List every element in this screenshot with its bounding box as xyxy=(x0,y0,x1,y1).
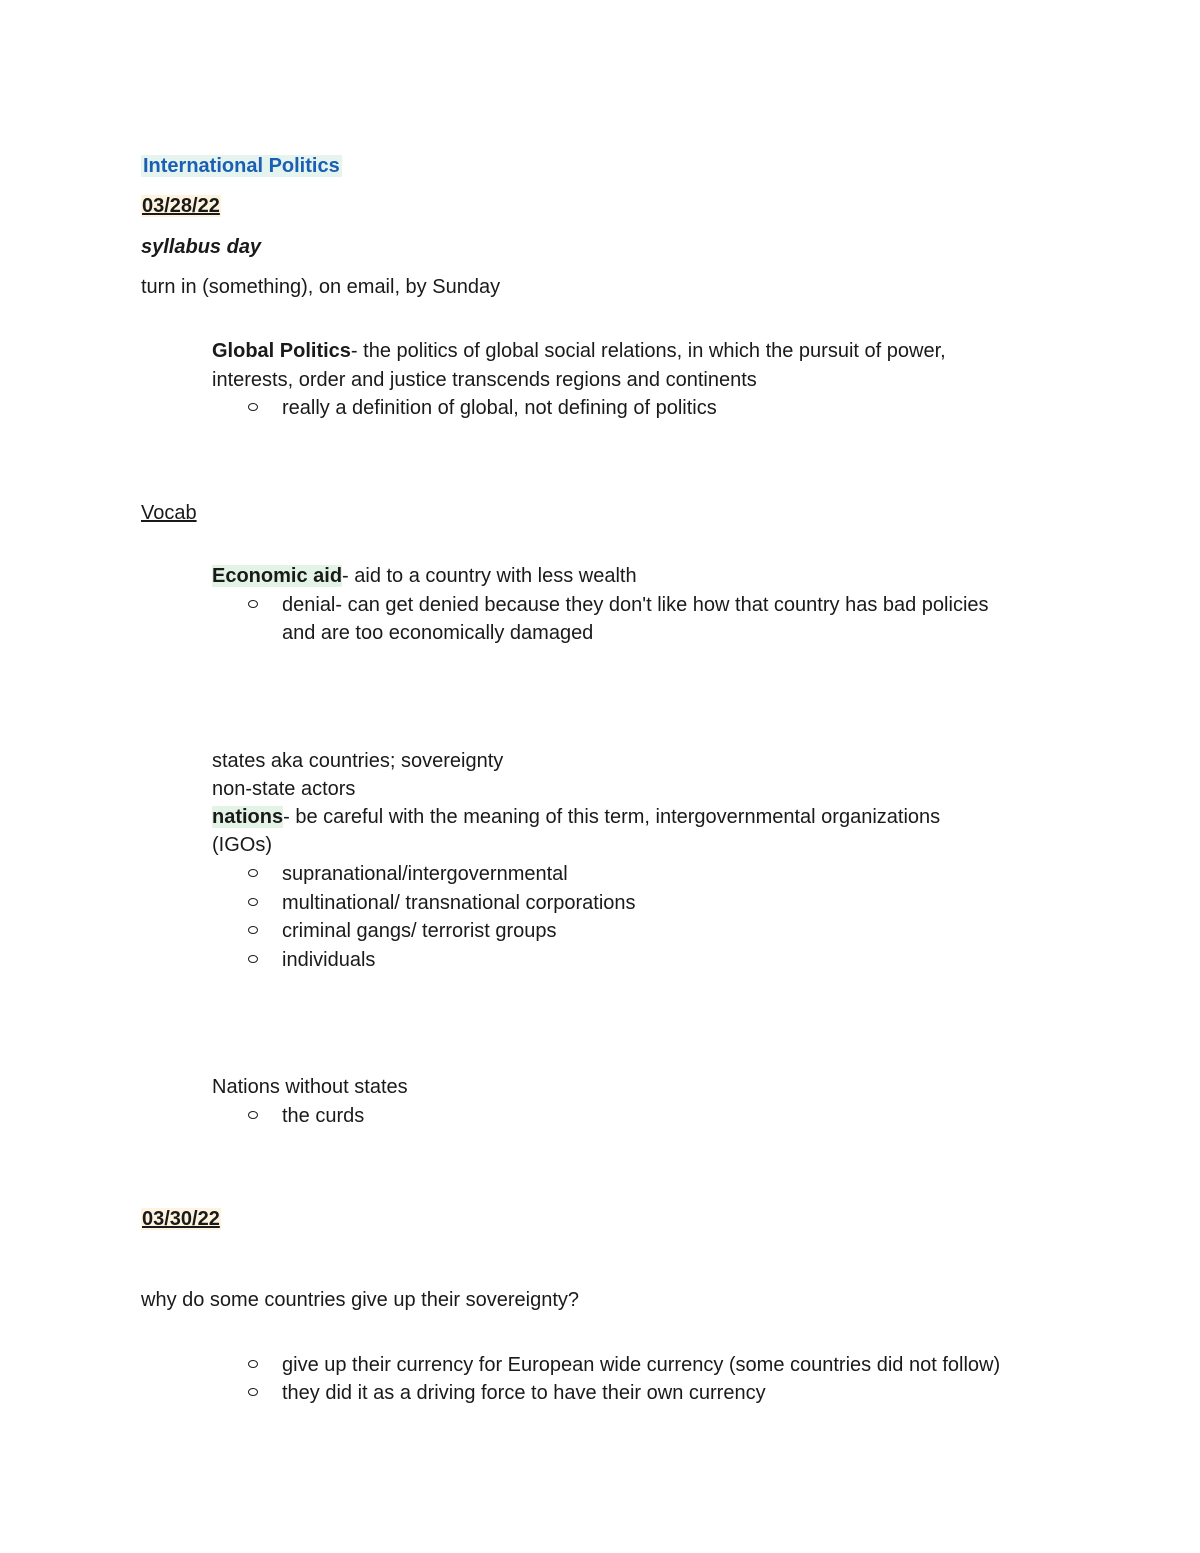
hollow-bullet-icon xyxy=(248,1111,258,1119)
term-nations: nations xyxy=(212,806,284,828)
hollow-bullet-icon xyxy=(248,600,258,608)
date-line-2 xyxy=(141,1205,221,1233)
list-item: supranational/intergovernmental xyxy=(282,863,568,885)
subtitle: syllabus day xyxy=(141,236,262,258)
definition-text: - be careful with the meaning of this term, intergovernmental organizations xyxy=(283,806,941,828)
global-politics-definition xyxy=(212,337,946,365)
list-item: denial- can get denied because they don't like how that country has bad policies xyxy=(282,594,989,616)
hollow-bullet-icon xyxy=(248,1388,258,1396)
nations-without-states-heading: Nations without states xyxy=(212,1076,408,1098)
date-heading: 03/28/22 xyxy=(142,195,220,217)
list-item: individuals xyxy=(282,949,376,971)
list-item-continuation: and are too economically damaged xyxy=(282,622,594,644)
question-text: why do some countries give up their sovereignty? xyxy=(141,1289,580,1311)
document-title-line xyxy=(141,152,342,180)
term-global-politics: Global Politics xyxy=(212,340,351,362)
note-text: turn in (something), on email, by Sunday xyxy=(141,276,501,298)
list-item: the curds xyxy=(282,1105,365,1127)
list-item: multinational/ transnational corporations xyxy=(282,892,636,914)
nonstate-line: non-state actors xyxy=(212,778,356,800)
hollow-bullet-icon xyxy=(248,869,258,877)
date-heading: 03/30/22 xyxy=(142,1208,220,1230)
document-title: International Politics xyxy=(143,155,340,177)
hollow-bullet-icon xyxy=(248,1360,258,1368)
definition-continuation: interests, order and justice transcends regions and continents xyxy=(212,369,757,391)
definition-continuation: (IGOs) xyxy=(212,834,272,856)
definition-text: - the politics of global social relations, in which the pursuit of power, xyxy=(350,340,946,362)
hollow-bullet-icon xyxy=(248,926,258,934)
list-item: criminal gangs/ terrorist groups xyxy=(282,920,557,942)
states-line: states aka countries; sovereignty xyxy=(212,750,504,772)
list-item: give up their currency for European wide currency (some countries did not follow) xyxy=(282,1354,1001,1376)
vocab-heading: Vocab xyxy=(141,502,197,524)
list-item: they did it as a driving force to have their own currency xyxy=(282,1382,766,1404)
hollow-bullet-icon xyxy=(248,955,258,963)
term-economic-aid: Economic aid xyxy=(212,565,343,587)
hollow-bullet-icon xyxy=(248,403,258,411)
list-item: really a definition of global, not defining of politics xyxy=(282,397,717,419)
definition-text: - aid to a country with less wealth xyxy=(342,565,637,587)
date-line-1 xyxy=(141,192,221,220)
nations-definition xyxy=(212,803,940,831)
hollow-bullet-icon xyxy=(248,898,258,906)
economic-aid-definition xyxy=(212,562,637,590)
